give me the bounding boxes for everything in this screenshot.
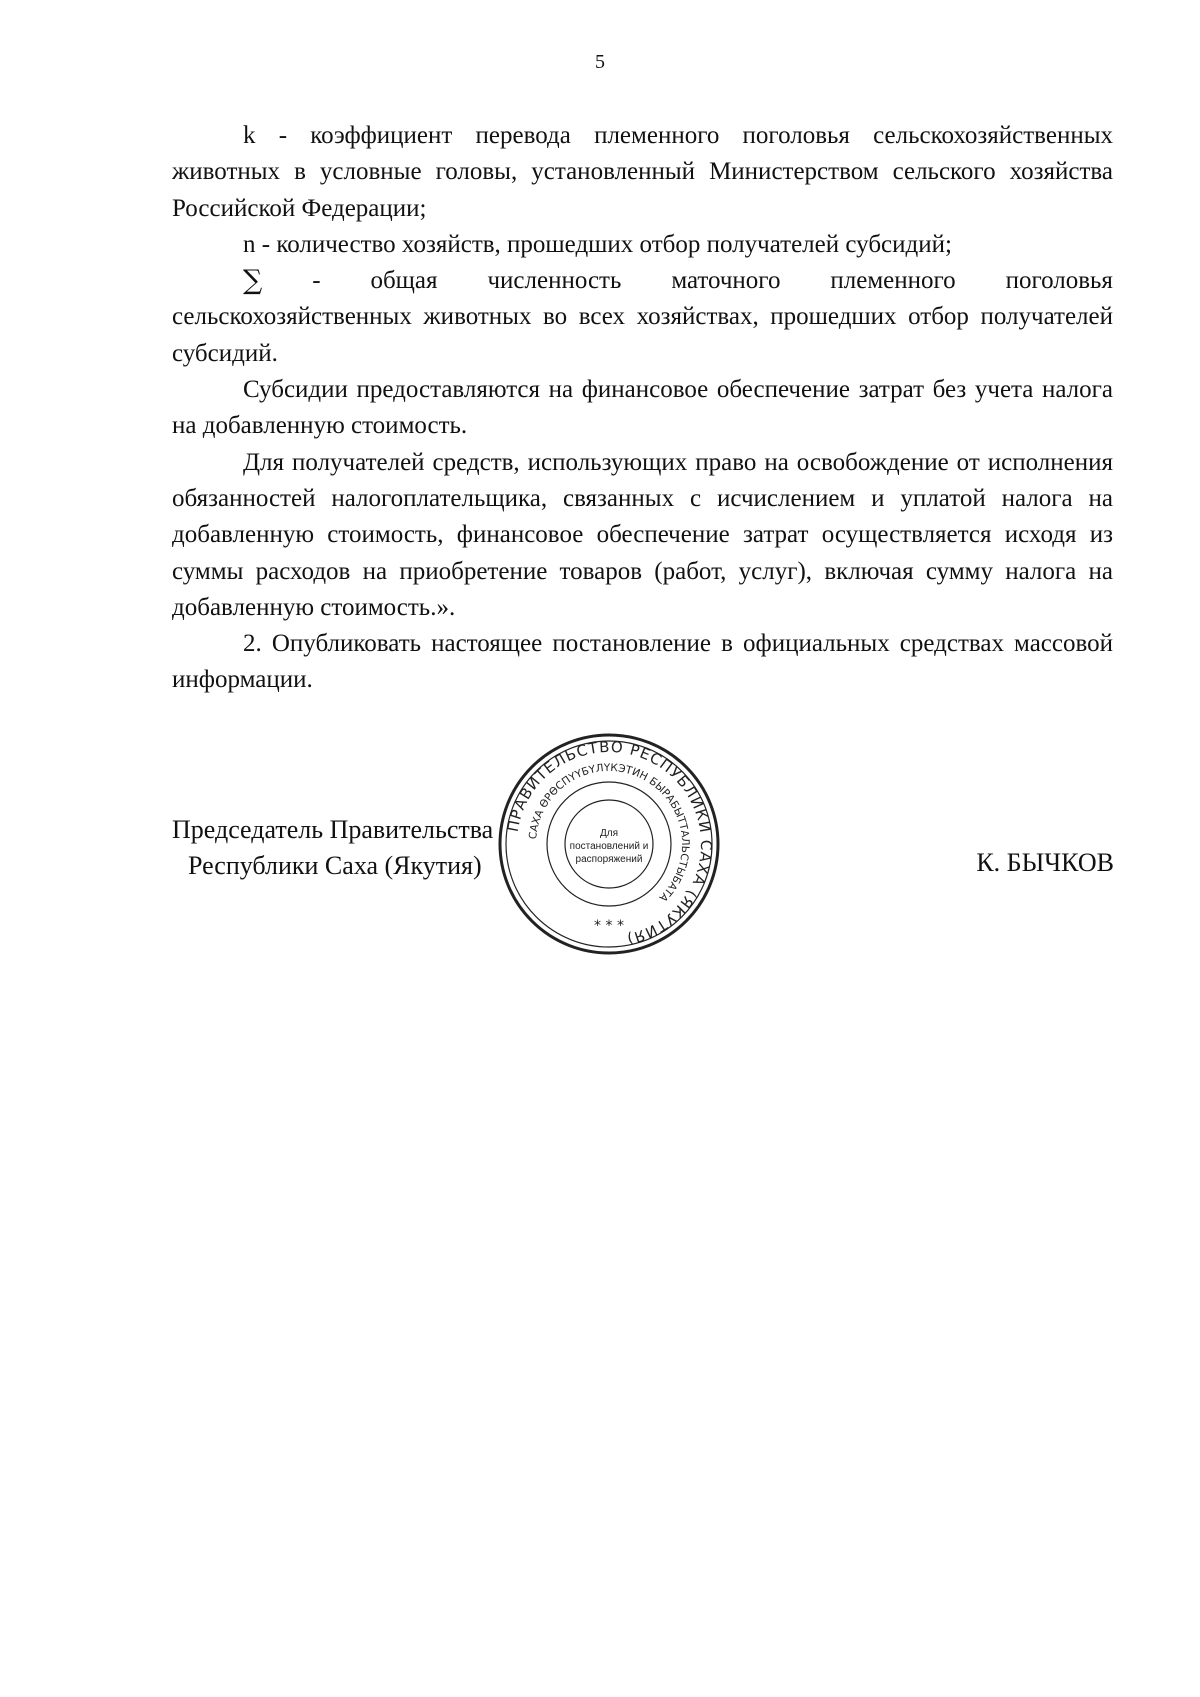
seal-center-line: Для (599, 828, 619, 839)
sum-word: маточного (671, 267, 781, 295)
paragraph-k-definition: k - коэффициент перевода племенного поголовья сельскохозяйственных животных в условные головы, установленный Министерством сельского хозяйства Российской Федерации; (172, 122, 1113, 222)
paragraph-n-definition: n - количество хозяйств, прошедших отбор получателей субсидий; (243, 230, 952, 258)
sum-dash: - (312, 267, 321, 295)
official-seal-stamp (497, 732, 721, 956)
seal-stars: * * * (594, 918, 624, 934)
signatory-title-line1: Председатель Правительства (172, 815, 494, 844)
sum-definition-continuation: сельскохозяйственных животных во всех хозяйствах, прошедших отбор получателей субсидий. (172, 303, 1113, 367)
seal-center-line: постановлений и (569, 841, 649, 852)
signatory-name: К. БЫЧКОВ (976, 848, 1114, 877)
seal-center-line: распоряжений (575, 854, 643, 865)
paragraph-publication: 2. Опубликовать настоящее постановление в официальных средствах массовой информации. (172, 630, 1113, 694)
sum-word: общая (370, 267, 438, 295)
seal-inner-text: САХА ӨРӨСПҮҮБҮЛҮКЭТИН БЫРАБЫТТАЛЬСТЫБАТА (527, 761, 692, 904)
sum-word: численность (487, 267, 622, 295)
document-body (172, 118, 1113, 699)
paragraph-vat-exemption: Для получателей средств, использующих право на освобождение от исполнения обязанностей налогоплательщика, связанных с исчислением и уплатой налога на добавленную стоимость, финансовое обеспечение затрат осуществляется исходя из суммы расходов на приобретение товаров (работ, услуг), включая сумму налога на добавленную стоимость.». (172, 448, 1113, 621)
page-number: 5 (595, 51, 605, 73)
signatory-title-line2: Республики Саха (Якутия) (188, 851, 482, 880)
sum-symbol: ∑ (243, 265, 263, 297)
paragraph-vat-basis: Субсидии предоставляются на финансовое обеспечение затрат без учета налога на добавленную стоимость. (172, 376, 1113, 440)
seal-outer-text: ПРАВИТЕЛЬСТВО РЕСПУБЛИКИ САХА (ЯКУТИЯ) (503, 737, 716, 949)
sum-word: племенного (830, 267, 956, 295)
signatory-title (172, 812, 493, 884)
sum-word: поголовья (1005, 267, 1113, 295)
sum-definition-line (172, 263, 1113, 299)
